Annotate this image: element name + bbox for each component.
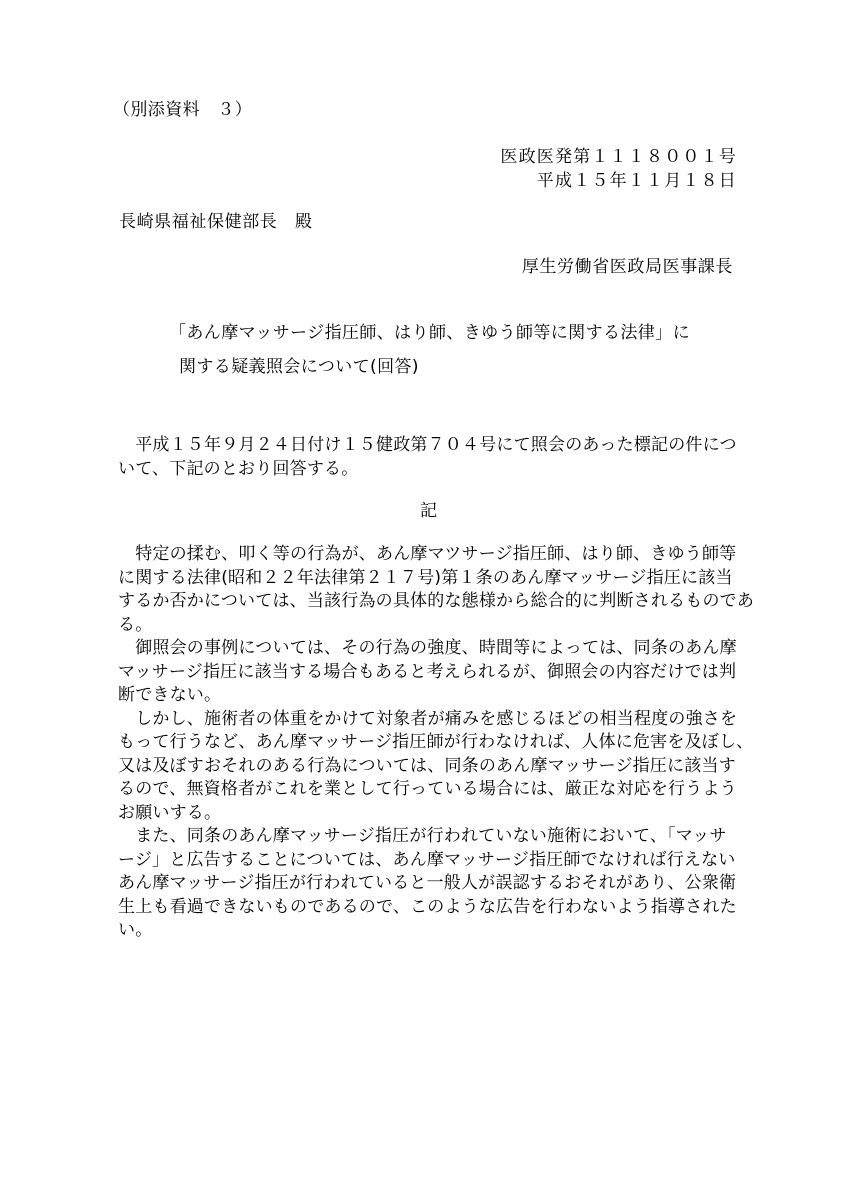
body-line: 断できない。: [118, 685, 222, 705]
body-line: る。: [118, 614, 153, 635]
body-paragraphs: [118, 543, 758, 943]
body-line: るので、無資格者がこれを業として行っている場合には、厳正な対応を行うよう: [118, 779, 737, 799]
body-line: 又は及ぼすおそれのある行為については、同条のあん摩マッサージ指圧に該当す: [118, 755, 736, 776]
body-line: 御照会の事例については、その行為の強度、時間等によっては、同条のあん摩: [118, 638, 737, 658]
body-line: また、同条のあん摩マッサージ指圧が行われていない施術において、「マッサ: [118, 826, 727, 846]
body-line: お願いする。: [118, 802, 222, 823]
body-line: い。: [118, 920, 153, 940]
recipient: 長崎県福祉保健部長 殿: [119, 212, 313, 232]
ki-heading: 記: [420, 501, 437, 521]
body-line: ージ」と広告することについては、あん摩マッサージ指圧師でなければ行えない: [118, 849, 736, 870]
body-line: 特定の揉む、叩く等の行為が、あん摩マツサージ指圧師、はり師、きゆう師等: [118, 544, 737, 564]
sender: 厚生労働省医政局医事課長: [521, 257, 733, 277]
document-number: 医政医発第１１１８００１号: [500, 147, 737, 167]
intro-line: 平成１５年９月２４日付け１５健政第７０４号にて照会のあった標記の件につ: [118, 435, 737, 455]
body-line: もって行うなど、あん摩マッサージ指圧師が行わなければ、人体に危害を及ぼし、: [118, 732, 754, 752]
body-line: するか否かについては、当該行為の具体的な態様から総合的に判断されるものであ: [118, 591, 755, 611]
subject-line-1: 「あん摩マッサージ指圧師、はり師、きゆう師等に関する法律」に: [169, 323, 690, 343]
body-line: あん摩マッサージ指圧が行われていると一般人が誤認するおそれがあり、公衆衛: [118, 873, 737, 893]
intro-paragraph: [118, 434, 758, 481]
attachment-label: （別添資料 ３）: [113, 100, 253, 120]
intro-line: いて、下記のとおり回答する。: [118, 458, 359, 479]
body-line: 生上も看過できないものであるので、このような広告を行わないよう指導された: [118, 896, 737, 917]
body-line: マッサージ指圧に該当する場合もあると考えられるが、御照会の内容だけでは判: [118, 661, 737, 682]
subject-line-2: 関する疑義照会について(回答): [179, 357, 419, 377]
body-line: しかし、施術者の体重をかけて対象者が痛みを感じるほどの相当程度の強さを: [118, 708, 738, 729]
document-date: 平成１５年１１月１８日: [536, 171, 737, 191]
body-line: に関する法律(昭和２２年法律第２１７号)第１条のあん摩マッサージ指圧に該当: [118, 567, 733, 588]
